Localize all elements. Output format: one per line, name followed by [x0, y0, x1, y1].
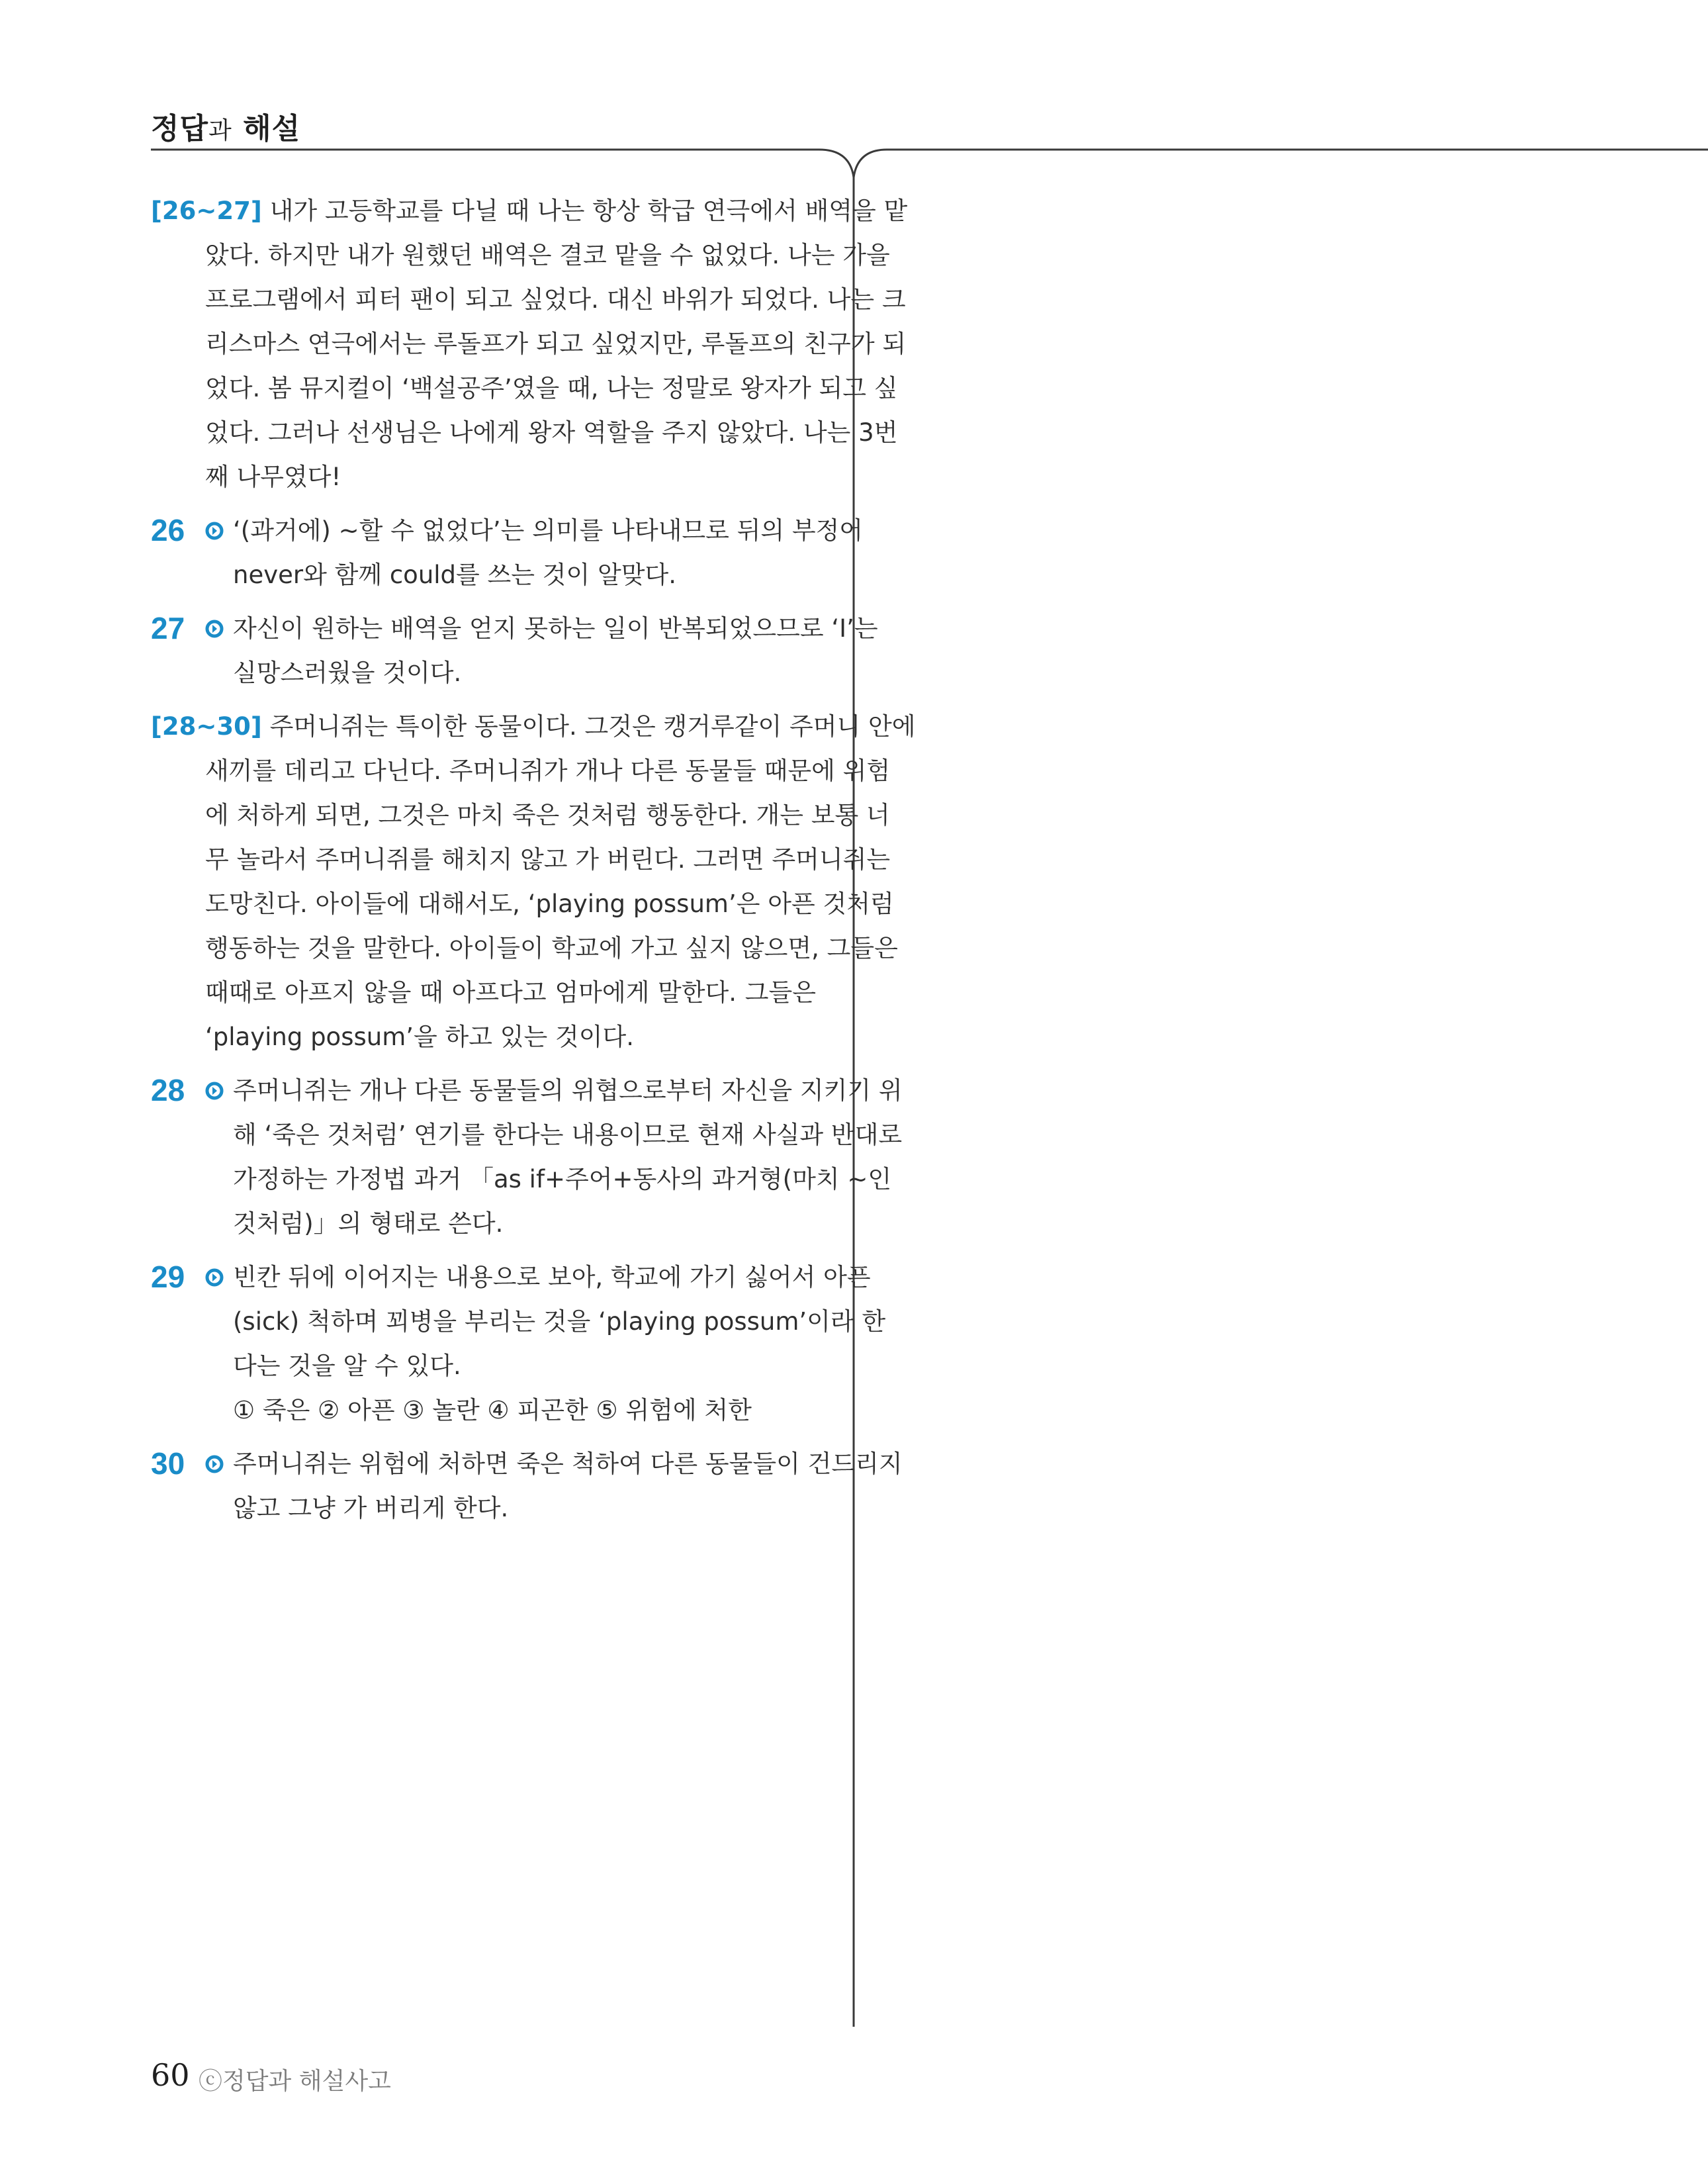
answer-number: 29 — [151, 1260, 185, 1294]
answer-line: 자신이 원하는 배역을 얻지 못하는 일이 반복되었으므로 ‘I’는 — [233, 614, 878, 643]
passage-ref-26-27: [26~27] — [151, 197, 262, 225]
answer-number: 27 — [151, 611, 185, 645]
header-title-conjunction: 과 — [208, 117, 232, 144]
answer-28 — [151, 1068, 903, 1246]
answer-arrow-icon — [205, 1268, 224, 1287]
passage-line: 행동하는 것을 말한다. 아이들이 학교에 가고 싶지 않으면, 그들은 — [205, 934, 898, 962]
answer-number: 26 — [151, 513, 185, 547]
passage-line: 리스마스 연극에서는 루돌프가 되고 싶었지만, 루돌프의 친구가 되 — [205, 330, 907, 358]
answer-27 — [151, 606, 878, 695]
answer-line: never와 함께 could를 쓰는 것이 알맞다. — [233, 561, 677, 589]
answer-line: 가정하는 가정법 과거 「as if+주어+동사의 과거형(마치 ~인 — [233, 1165, 892, 1193]
answer-arrow-icon — [205, 1455, 224, 1473]
page-number: 60 — [151, 2057, 190, 2093]
answer-line: 것처럼)」의 형태로 쓴다. — [233, 1209, 504, 1238]
answer-number: 28 — [151, 1073, 185, 1107]
passage-line: 었다. 그러나 선생님은 나에게 왕자 역할을 주지 않았다. 나는 3번 — [205, 418, 898, 447]
answer-line: 빈칸 뒤에 이어지는 내용으로 보아, 학교에 가기 싫어서 아픈 — [233, 1263, 871, 1291]
answer-line: 다는 것을 알 수 있다. — [233, 1352, 461, 1380]
answer-line: 주머니쥐는 개나 다른 동물들의 위협으로부터 자신을 지키기 위 — [233, 1076, 903, 1105]
answer-30 — [151, 1442, 903, 1530]
header-title-answer: 정답 — [151, 112, 209, 146]
answer-arrow-icon — [205, 522, 224, 540]
answer-line: 않고 그냥 가 버리게 한다. — [233, 1494, 509, 1522]
passage-line: 았다. 하지만 내가 원했던 배역은 결코 맡을 수 없었다. 나는 가을 — [205, 241, 890, 269]
answer-line: 실망스러웠을 것이다. — [233, 659, 462, 687]
answer-line: ‘(과거에) ~할 수 없었다’는 의미를 나타내므로 뒤의 부정어 — [233, 516, 864, 545]
answer-arrow-icon — [205, 620, 224, 638]
answer-line: (sick) 척하며 꾀병을 부리는 것을 ‘playing possum’이라 한 — [233, 1307, 886, 1336]
passage-line: ‘playing possum’을 하고 있는 것이다. — [205, 1023, 634, 1051]
answer-29 — [151, 1255, 886, 1432]
passage-line: 에 처하게 되면, 그것은 마치 죽은 것처럼 행동한다. 개는 보통 너 — [205, 801, 890, 829]
answer-number: 30 — [151, 1446, 185, 1481]
footer-text: ⓒ정답과 해설사고 — [199, 2068, 391, 2095]
answer-line: 해 ‘죽은 것처럼’ 연기를 한다는 내용이므로 현재 사실과 반대로 — [233, 1121, 903, 1149]
passage-line: [26~27] 내가 고등학교를 다닐 때 나는 항상 학급 연극에서 배역을 맡 — [151, 197, 908, 225]
passage-line: 프로그램에서 피터 팬이 되고 싶었다. 대신 바위가 되었다. 나는 크 — [205, 285, 906, 314]
passage-line: 무 놀라서 주머니쥐를 해치지 않고 가 버린다. 그러면 주머니쥐는 — [205, 845, 891, 874]
passage-28-30 — [151, 704, 916, 1059]
passage-line: 새끼를 데리고 다닌다. 주머니쥐가 개나 다른 동물들 때문에 위험 — [205, 757, 891, 785]
passage-line: 도망친다. 아이들에 대해서도, ‘playing possum’은 아픈 것처럼 — [205, 890, 894, 918]
passage-line: 째 나무였다! — [205, 463, 341, 491]
left-column — [151, 189, 916, 1540]
passage-line: 었다. 봄 뮤지컬이 ‘백설공주’였을 때, 나는 정말로 왕자가 되고 싶 — [205, 374, 898, 402]
header-title-explanation: 해설 — [243, 112, 301, 146]
passage-line: 때때로 아프지 않을 때 아프다고 엄마에게 말한다. 그들은 — [205, 978, 816, 1007]
answer-choices: ① 죽은 ② 아픈 ③ 놀란 ④ 피곤한 ⑤ 위험에 처한 — [233, 1396, 752, 1424]
passage-line: [28~30] 주머니쥐는 특이한 동물이다. 그것은 캥거루같이 주머니 안에 — [151, 712, 916, 741]
answer-line: 주머니쥐는 위험에 처하면 죽은 척하여 다른 동물들이 건드리지 — [233, 1450, 903, 1478]
answer-26 — [151, 508, 864, 597]
passage-ref-28-30: [28~30] — [151, 712, 262, 741]
answer-arrow-icon — [205, 1082, 224, 1100]
passage-26-27 — [151, 189, 908, 499]
